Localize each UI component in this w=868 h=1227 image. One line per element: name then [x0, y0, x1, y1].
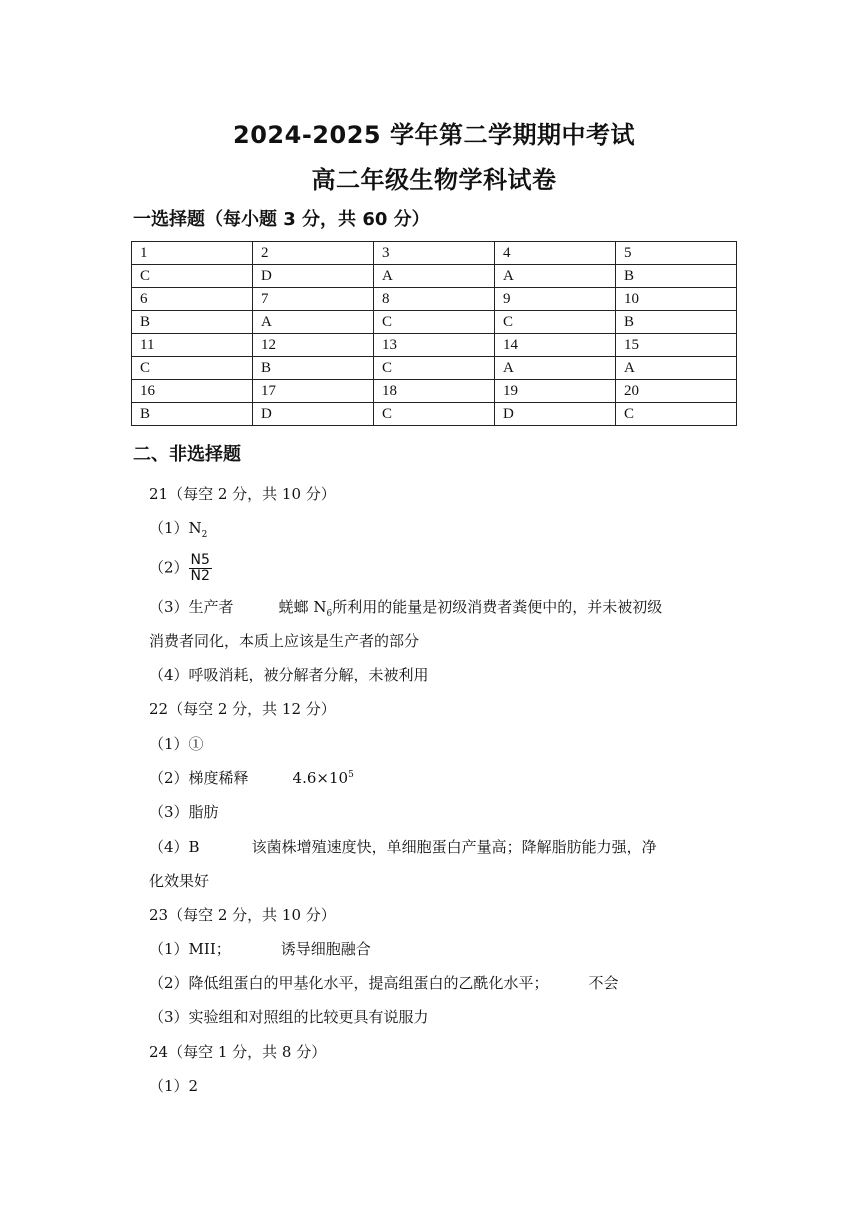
table-cell: D [253, 403, 374, 426]
q23-answer-1-label: （1）MII； [149, 940, 231, 958]
table-cell: 1 [132, 242, 253, 265]
q21-answer-3-text-b: 所利用的能量是初级消费者粪便中的，并未被初级 [332, 598, 663, 616]
table-row-answers [132, 311, 737, 334]
q22-answer-4-continued: 化效果好 [149, 872, 210, 890]
q23-answer-3: （3）实验组和对照组的比较更具有说服力 [149, 1008, 429, 1026]
table-cell: 9 [495, 288, 616, 311]
table-cell: D [495, 403, 616, 426]
q23-answer-2-suffix: 不会 [588, 974, 619, 992]
q21-answer-3-continued: 消费者同化，本质上应该是生产者的部分 [149, 632, 420, 650]
q21-answer-3 [149, 597, 662, 617]
table-cell: 20 [616, 380, 737, 403]
table-cell: 17 [253, 380, 374, 403]
table-cell: 18 [374, 380, 495, 403]
q21-answer-3-label: （3）生产者 [149, 598, 234, 616]
section-heading-multiple-choice: 一选择题（每小题 3 分，共 60 分） [133, 209, 430, 230]
answer-table [131, 241, 737, 426]
q21-answer-3-subscript: 6 [326, 609, 333, 619]
q22-answer-1: （1）① [149, 735, 204, 753]
q22-answer-3: （3）脂肪 [149, 803, 219, 821]
table-cell: D [253, 265, 374, 288]
table-cell: A [495, 265, 616, 288]
table-cell: C [374, 403, 495, 426]
table-cell: 7 [253, 288, 374, 311]
table-cell: A [616, 357, 737, 380]
fraction-numerator: N5 [190, 552, 210, 568]
table-cell: 8 [374, 288, 495, 311]
table-cell: 13 [374, 334, 495, 357]
table-cell: C [374, 357, 495, 380]
q22-answer-4-text: 该菌株增殖速度快，单细胞蛋白产量高；降解脂肪能力强，净 [251, 838, 657, 856]
q21-answer-4: （4）呼吸消耗，被分解者分解，未被利用 [149, 666, 429, 684]
table-cell: B [616, 265, 737, 288]
table-cell: A [495, 357, 616, 380]
exam-title: 2024-2025 学年第二学期期中考试 [233, 121, 635, 149]
table-cell: C [132, 357, 253, 380]
q22-answer-2-value: 4.6×10 [292, 769, 349, 787]
table-cell: 5 [616, 242, 737, 265]
q22-answer-4-label: （4）B [149, 838, 200, 856]
q21-fraction [189, 553, 212, 584]
section-heading-free-response: 二、非选择题 [133, 444, 241, 465]
table-cell: B [253, 357, 374, 380]
table-cell: B [616, 311, 737, 334]
table-cell: 2 [253, 242, 374, 265]
q24-header: 24（每空 1 分，共 8 分） [149, 1043, 327, 1061]
table-cell: C [495, 311, 616, 334]
fraction-denominator: N2 [190, 568, 210, 584]
table-row-answers [132, 265, 737, 288]
table-cell: 3 [374, 242, 495, 265]
table-cell: 14 [495, 334, 616, 357]
table-row-answers [132, 403, 737, 426]
table-cell: A [253, 311, 374, 334]
table-cell: B [132, 311, 253, 334]
table-row-answers [132, 357, 737, 380]
table-cell: 4 [495, 242, 616, 265]
table-cell: 15 [616, 334, 737, 357]
q22-answer-4 [149, 837, 657, 857]
q21-answer-2-label: （2） [149, 558, 189, 577]
table-cell: 19 [495, 380, 616, 403]
table-cell: 6 [132, 288, 253, 311]
q21-answer-1-subscript: 2 [201, 530, 208, 540]
table-cell: A [374, 265, 495, 288]
table-row-question-numbers [132, 242, 737, 265]
q23-answer-2 [149, 973, 619, 993]
q23-answer-2-text: （2）降低组蛋白的甲基化水平，提高组蛋白的乙酰化水平； [149, 974, 549, 992]
q22-answer-2-label: （2）梯度稀释 [149, 769, 249, 787]
table-row-question-numbers [132, 334, 737, 357]
q21-answer-3-text-a: 蜣螂 N [278, 598, 327, 616]
table-cell: 16 [132, 380, 253, 403]
table-row-question-numbers [132, 380, 737, 403]
exam-subtitle: 高二年级生物学科试卷 [311, 166, 557, 194]
table-cell: C [132, 265, 253, 288]
q23-answer-1 [149, 939, 371, 959]
q21-header: 21（每空 2 分，共 10 分） [149, 485, 336, 503]
q23-answer-1-text: 诱导细胞融合 [280, 940, 371, 958]
table-cell: C [616, 403, 737, 426]
table-row-question-numbers [132, 288, 737, 311]
q21-answer-1 [149, 518, 207, 538]
table-cell: 11 [132, 334, 253, 357]
q21-answer-1-text: （1）N [149, 519, 202, 537]
q24-answer-1: （1）2 [149, 1077, 199, 1095]
q21-answer-2 [149, 553, 212, 584]
table-cell: B [132, 403, 253, 426]
q22-header: 22（每空 2 分，共 12 分） [149, 700, 336, 718]
table-cell: 10 [616, 288, 737, 311]
table-cell: C [374, 311, 495, 334]
q23-header: 23（每空 2 分，共 10 分） [149, 906, 336, 924]
q22-answer-2-exponent: 5 [348, 770, 354, 780]
table-cell: 12 [253, 334, 374, 357]
q22-answer-2 [149, 768, 354, 788]
